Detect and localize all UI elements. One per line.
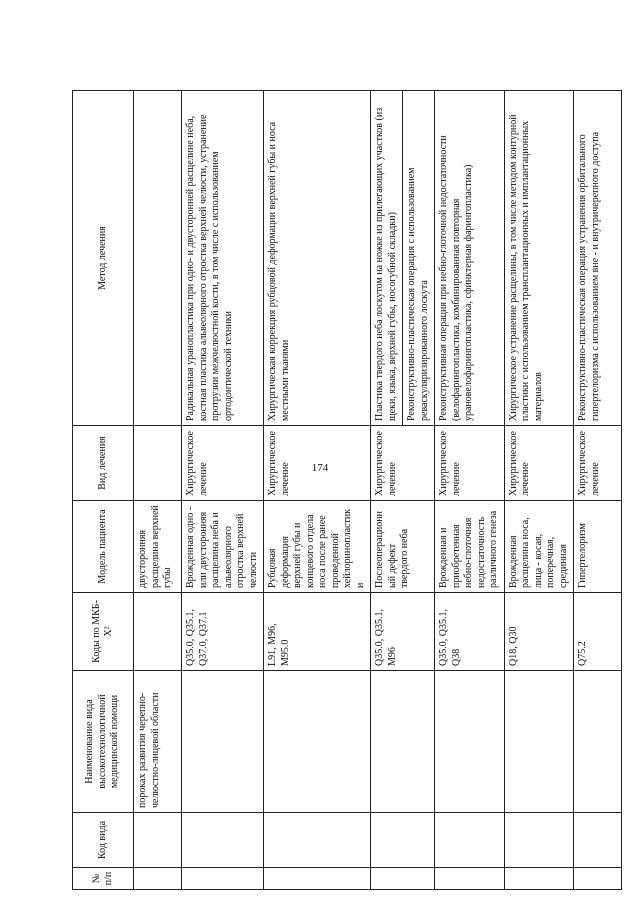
- cell-model-text: двусторонняя расщелина верхней губы: [137, 505, 173, 588]
- table-row: [574, 91, 622, 890]
- cell-model-text: Гипертелоризм: [577, 523, 588, 588]
- cell-mkb: [504, 593, 574, 671]
- cell-treatment: [264, 426, 371, 501]
- cell-num: [574, 868, 622, 890]
- cell-treatment: [371, 426, 435, 501]
- cell-code: [504, 813, 574, 868]
- cell-model-text: Рубцовая деформация верхней губы и концевого отдела носа после ранее проведенной хейлоринопластики: [267, 508, 366, 588]
- cell-method: [371, 91, 435, 426]
- cell-mkb-text: Q75.2: [577, 641, 588, 666]
- cell-num: [134, 868, 182, 890]
- cell-num: [504, 868, 574, 890]
- header-num: № п/п: [73, 868, 134, 890]
- cell-treatment: [504, 426, 574, 501]
- cell-mkb-text: Q35.0, Q35.1, M96: [374, 609, 398, 666]
- cell-model-text: Врожденная расщелина носа, лица - косая, поперечная, срединная: [507, 517, 569, 588]
- method-text: Хирургическое устранение расщелины, в том числе методом контурной пластики с использованием трансплантационных и имплантационных материалов: [507, 114, 544, 421]
- header-mkb: Коды по МКБ-Х²: [73, 593, 134, 671]
- cell-mkb: [182, 593, 264, 671]
- cell-model: [574, 501, 622, 593]
- cell-method: [134, 91, 182, 426]
- cell-treatment-text: Хирургическое лечение: [577, 431, 601, 496]
- cell-name: [371, 671, 435, 813]
- cell-method: [574, 91, 622, 426]
- cell-treatment: [574, 426, 622, 501]
- cell-method: [435, 91, 505, 426]
- cell-model: [182, 501, 264, 593]
- cell-code: [435, 813, 505, 868]
- table-row: [264, 91, 371, 890]
- rotated-table-wrapper: [72, 90, 606, 890]
- cell-model: [264, 501, 371, 593]
- cell-treatment-text: Хирургическое лечение: [507, 431, 531, 496]
- cell-treatment-text: Хирургическое лечение: [374, 431, 398, 496]
- cell-mkb: [574, 593, 622, 671]
- header-method: Метод лечения: [73, 91, 134, 426]
- cell-name: [182, 671, 264, 813]
- cell-treatment-text: Хирургическое лечение: [267, 431, 291, 496]
- method-text: Реконструктивная операция при небно-глоточной недостаточности (велофарингопластика, комбинированная повторная урановелофарингопластика, сфинктерная фарингопластика): [438, 135, 474, 421]
- cell-mkb: [264, 593, 371, 671]
- cell-code: [182, 813, 264, 868]
- cell-num: [435, 868, 505, 890]
- cell-name: [504, 671, 574, 813]
- cell-mkb-text: Q35.0, Q35.1, Q38: [438, 609, 462, 666]
- cell-mkb: [134, 593, 182, 671]
- cell-model: [134, 501, 182, 593]
- cell-model-text: Врожденная одно - или двусторонняя расщелина неба и альвеолярного отростка верхней челюсти: [185, 506, 259, 588]
- method-text: Пластика твердого неба лоскутом на ножке из прилегающих участков (из щеки, языка, верхней губы, носогубной складки): [374, 107, 398, 421]
- cell-num: [182, 868, 264, 890]
- table-row: [182, 91, 264, 890]
- cell-name: [264, 671, 371, 813]
- table-row: [504, 91, 574, 890]
- cell-method: [264, 91, 371, 426]
- header-name: Наименование вида высокотехнологичной медицинской помощи: [73, 671, 134, 813]
- method-text: Реконструктивно-пластическая операция с использованием реваскуляризированного лоскута: [402, 91, 431, 425]
- cell-mkb: [435, 593, 505, 671]
- cell-treatment: [182, 426, 264, 501]
- cell-code: [134, 813, 182, 868]
- header-model: Модель пациента: [73, 501, 134, 593]
- cell-mkb-text: L91, M96, M95.0: [267, 623, 291, 666]
- cell-model: [504, 501, 574, 593]
- cell-treatment-text: Хирургическое лечение: [185, 431, 209, 496]
- cell-num: [371, 868, 435, 890]
- cell-mkb-text: Q18, Q30: [507, 626, 519, 666]
- cell-mkb-text: Q35.0, Q35.1, Q37.0, Q37.1: [185, 609, 209, 666]
- cell-name: [435, 671, 505, 813]
- table-body: [134, 91, 622, 890]
- page-number: 174: [311, 462, 329, 474]
- method-text: Радикальная уранопластика при одно- и двусторонней расщелине неба, костная пластика альвеолярного отростка верхней челюсти, устранение протрузии межчелюстной кости, в том числе с использованием ортодонтической техники: [185, 114, 234, 421]
- method-text: Реконструктивно-пластическая операция устранения орбитального гипертелоризма с использованием вне - и внутричерепного доступа: [577, 131, 601, 421]
- table-row: [134, 91, 182, 890]
- cell-model-text: Послеоперационный дефект твердого неба: [374, 511, 410, 588]
- cell-treatment: [134, 426, 182, 501]
- cell-model: [371, 501, 435, 593]
- cell-name: [134, 671, 182, 813]
- cell-num: [264, 868, 371, 890]
- cell-method: [182, 91, 264, 426]
- cell-code: [264, 813, 371, 868]
- table-row: [371, 91, 435, 890]
- header-code: Код вида: [73, 813, 134, 868]
- cell-name-text: пороках развития черепно-челюстно-лицевой области: [137, 692, 161, 808]
- cell-code: [371, 813, 435, 868]
- cell-treatment-text: Хирургическое лечение: [438, 431, 462, 496]
- cell-treatment: [435, 426, 505, 501]
- method-text: Хирургическая коррекция рубцовой деформации верхней губы и носа местными тканями: [267, 121, 291, 421]
- treatment-table: [72, 90, 622, 890]
- cell-name: [574, 671, 622, 813]
- cell-code: [574, 813, 622, 868]
- table-row: [435, 91, 505, 890]
- cell-model: [435, 501, 505, 593]
- cell-method: [504, 91, 574, 426]
- cell-model-text: Врожденная и приобретенная небно-глоточная недостаточность различного генеза: [438, 510, 499, 588]
- table-header-row: [73, 91, 134, 890]
- cell-mkb: [371, 593, 435, 671]
- header-treatment: Вид лечения: [73, 426, 134, 501]
